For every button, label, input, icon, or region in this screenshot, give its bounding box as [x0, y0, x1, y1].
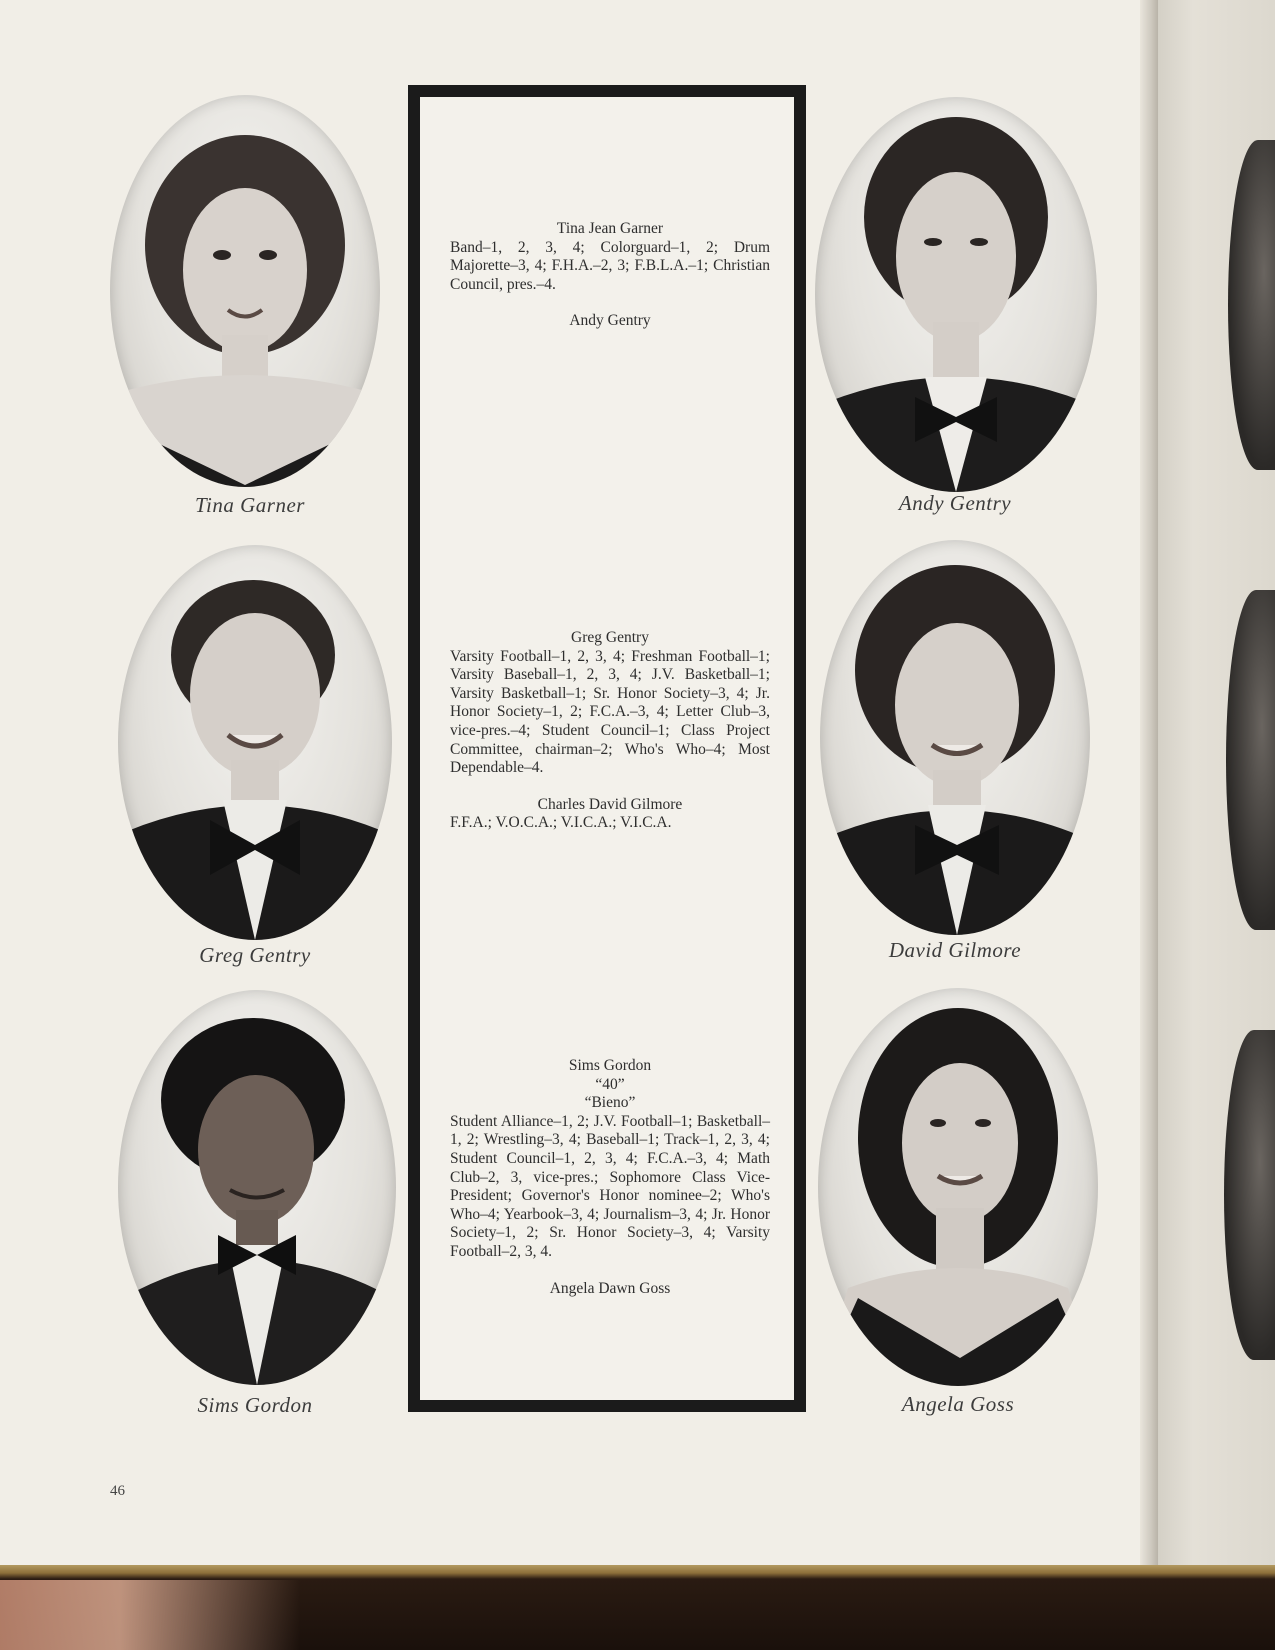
- page-number: 46: [110, 1483, 125, 1499]
- male-portrait-illustration: [820, 540, 1090, 935]
- bio-activities: Band–1, 2, 3, 4; Colorguard–1, 2; Drum Majorette–3, 4; F.H.A.–2, 3; F.B.L.A.–1; Christian Council, pres.–4.: [450, 238, 770, 293]
- portrait-caption: Sims Gordon: [197, 1393, 313, 1417]
- portrait-photo: [820, 540, 1090, 935]
- background-surface: [0, 1580, 300, 1650]
- bio-activities: Varsity Football–1, 2, 3, 4; Freshman Football–1; Varsity Baseball–1, 2, 3, 4; J.V. Basketball–1; Varsity Basketball–1; Sr. Honor Society–3, 4; Jr. Honor Society–1, 2; F.C.A.–3, 4; Letter Club–3, vice-pres.–4; Student Council–1; Class Project Committee, chairman–2; Who's Who–4; Most Dependable–4.: [450, 647, 770, 777]
- female-portrait-illustration: [818, 988, 1098, 1386]
- portrait-photo: [118, 990, 396, 1385]
- male-portrait-illustration: [118, 545, 392, 940]
- portrait-caption: Tina Garner: [195, 493, 305, 517]
- portrait-photo: [118, 545, 392, 940]
- bio-name: Tina Jean Garner: [556, 220, 664, 237]
- facing-page-photo: [1224, 1030, 1275, 1360]
- bio-activities: Student Alliance–1, 2; J.V. Football–1; Basketball–1, 2; Wrestling–3, 4; Baseball–1; Track–1, 2, 3, 4; Student Council–1, 2, 3, 4; F.C.A.–3, 4; Math Club–2, 3, vice-pres.; Sophomore Class Vice-President; Governor's Honor nominee–2; Who's Who–4; Yearbook–3, 4; Journalism–3, 4; Jr. Honor Society–1, 2; Sr. Honor Society–3, 4; Varsity Football–2, 3, 4.: [450, 1112, 770, 1260]
- bio-nickname: “Bieno”: [584, 1094, 636, 1112]
- portrait-photo: [110, 95, 380, 487]
- bio-name: Charles David Gilmore: [537, 795, 683, 813]
- book-spine: [1140, 0, 1158, 1565]
- male-portrait-illustration: [815, 97, 1097, 492]
- portrait-caption: David Gilmore: [888, 938, 1022, 962]
- bio-block: [450, 629, 770, 833]
- male-portrait-illustration: [118, 990, 396, 1385]
- female-portrait-illustration: [110, 95, 380, 487]
- bio-block: [450, 220, 770, 331]
- bio-name: Sims Gordon: [568, 1057, 652, 1074]
- portrait-photo: [818, 988, 1098, 1386]
- portrait-caption: Andy Gentry: [898, 491, 1012, 515]
- portrait-caption: Greg Gentry: [199, 943, 311, 967]
- bio-activities: F.F.A.; V.O.C.A.; V.I.C.A.; V.I.C.A.: [450, 814, 672, 832]
- bio-name: Angela Dawn Goss: [549, 1279, 671, 1297]
- portrait-photo: [815, 97, 1097, 492]
- bio-name: Greg Gentry: [571, 629, 649, 646]
- portrait-caption: Angela Goss: [901, 1392, 1015, 1416]
- bio-nickname: “40”: [595, 1075, 625, 1093]
- bio-name: Andy Gentry: [569, 312, 651, 330]
- bio-block: [450, 1057, 770, 1298]
